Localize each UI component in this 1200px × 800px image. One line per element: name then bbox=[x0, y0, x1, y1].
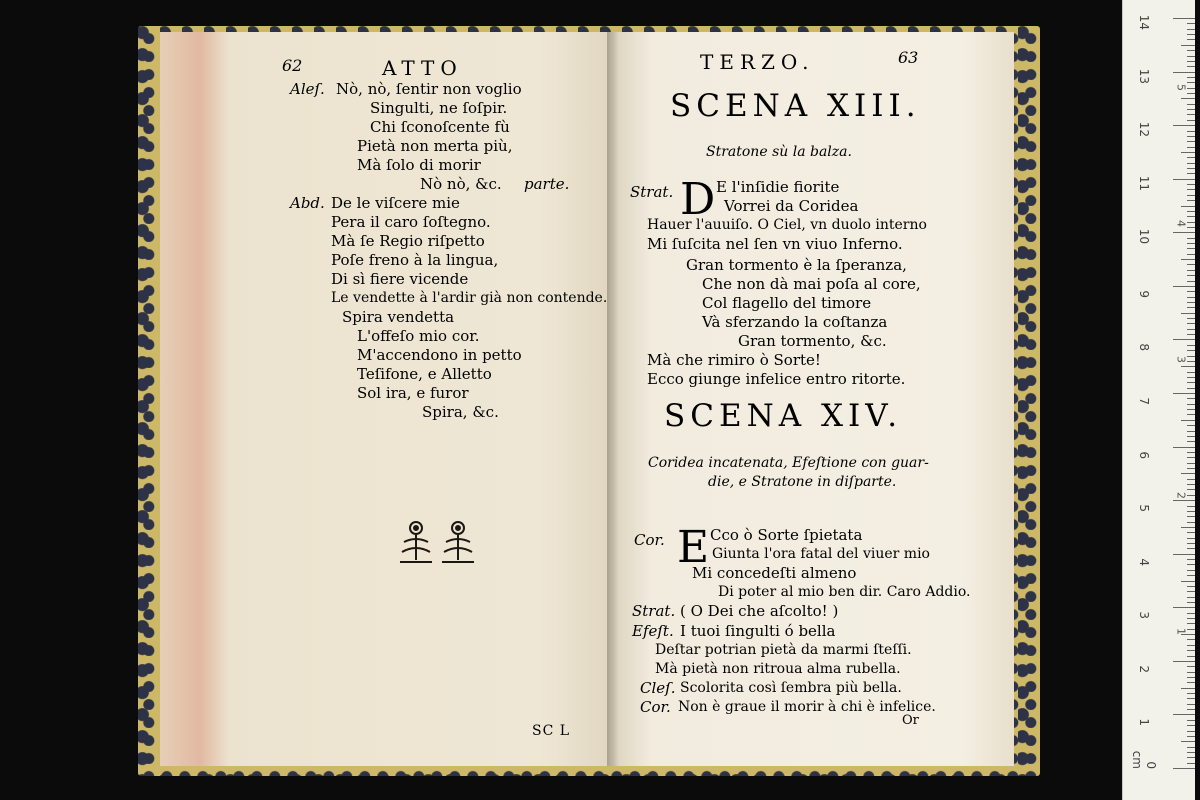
ruler-tick bbox=[1187, 511, 1195, 512]
ruler-inch-label: 2 bbox=[1174, 491, 1188, 499]
ruler-tick bbox=[1187, 570, 1195, 571]
ruler-tick bbox=[1187, 452, 1195, 453]
ruler-tick bbox=[1187, 141, 1195, 142]
verse-line: M'accendono in petto bbox=[357, 346, 522, 364]
ruler-cm-label: 2 bbox=[1137, 665, 1151, 673]
ruler-tick bbox=[1187, 479, 1195, 480]
verse-line: Mà pietà non ritroua alma rubella. bbox=[655, 661, 901, 677]
verse-line: Spira, &c. bbox=[422, 403, 499, 421]
ruler-tick bbox=[1187, 709, 1195, 710]
verse-line: L'offeſo mio cor. bbox=[357, 327, 480, 345]
ruler-tick bbox=[1173, 179, 1195, 180]
ruler-cm-label: 7 bbox=[1137, 397, 1151, 405]
ruler-tick bbox=[1187, 281, 1195, 282]
ruler-tick bbox=[1181, 581, 1195, 582]
ruler-tick bbox=[1187, 93, 1195, 94]
catchword: Or bbox=[902, 713, 919, 728]
speaker-label: Efeſt. bbox=[632, 622, 674, 640]
ruler-tick bbox=[1187, 382, 1195, 383]
ruler-tick bbox=[1187, 431, 1195, 432]
ruler-tick bbox=[1187, 731, 1195, 732]
ruler-tick bbox=[1187, 436, 1195, 437]
ruler-tick bbox=[1187, 656, 1195, 657]
ruler-tick bbox=[1187, 639, 1195, 640]
ruler-tick bbox=[1173, 554, 1195, 555]
ruler-tick bbox=[1187, 189, 1195, 190]
ruler-tick bbox=[1187, 302, 1195, 303]
ruler-tick bbox=[1187, 372, 1195, 373]
ruler-tick bbox=[1187, 254, 1195, 255]
ruler-tick bbox=[1187, 613, 1195, 614]
ruler-tick bbox=[1187, 147, 1195, 148]
left-page-number: 62 bbox=[282, 56, 303, 75]
ruler-tick bbox=[1187, 184, 1195, 185]
ruler-tick bbox=[1187, 23, 1195, 24]
verse-line: Le vendette à l'ardir già non contende. bbox=[331, 290, 608, 306]
ruler-tick bbox=[1173, 393, 1195, 394]
ruler-tick bbox=[1187, 564, 1195, 565]
ruler-tick bbox=[1187, 216, 1195, 217]
ruler-tick bbox=[1187, 136, 1195, 137]
ruler-tick bbox=[1173, 714, 1195, 715]
ruler-cm-label: 11 bbox=[1137, 175, 1151, 191]
ruler-tick bbox=[1187, 650, 1195, 651]
ruler-tick bbox=[1173, 72, 1195, 73]
ruler-tick bbox=[1187, 377, 1195, 378]
ruler-tick bbox=[1187, 307, 1195, 308]
verse-line: Di sì fiere vicende bbox=[331, 270, 469, 288]
ruler-tick bbox=[1187, 506, 1195, 507]
ruler-tick bbox=[1181, 98, 1195, 99]
ruler-tick bbox=[1173, 232, 1195, 233]
verse-line: Mi concedeſti almeno bbox=[692, 564, 857, 582]
verse-line: Pietà non merta più, bbox=[357, 137, 513, 155]
verse-line: Sol ira, e furor bbox=[357, 384, 469, 402]
verse-line: I tuoi ſingulti ó bella bbox=[680, 622, 836, 640]
speaker-label: Cor. bbox=[634, 531, 665, 549]
verse-line: Mà ſe Regio riſpetto bbox=[331, 232, 485, 250]
verse-line: Hauer l'auuiſo. O Ciel, vn duolo interno bbox=[647, 217, 927, 233]
ruler-tick bbox=[1173, 339, 1195, 340]
ruler-tick bbox=[1187, 157, 1195, 158]
floral-ornament-icon bbox=[396, 516, 480, 568]
speaker-label: Strat. bbox=[632, 602, 676, 620]
ruler-tick bbox=[1187, 704, 1195, 705]
verse-line: Nò nò, &c. bbox=[420, 175, 502, 193]
ruler-tick bbox=[1187, 559, 1195, 560]
verse-line: Nò, nò, ſentir non voglio bbox=[336, 80, 522, 98]
ruler-tick bbox=[1187, 720, 1195, 721]
ruler-tick bbox=[1187, 388, 1195, 389]
ruler-tick bbox=[1187, 77, 1195, 78]
verse-line: Cco ò Sorte ſpietata bbox=[710, 526, 863, 544]
ruler-tick bbox=[1187, 297, 1195, 298]
scene-title: SCENA XIV. bbox=[664, 398, 903, 434]
ruler-cm-label: 12 bbox=[1137, 121, 1151, 138]
ruler-tick bbox=[1187, 763, 1195, 764]
verse-line: Vorrei da Coridea bbox=[724, 197, 859, 215]
ruler-tick bbox=[1187, 66, 1195, 67]
ruler-tick bbox=[1187, 409, 1195, 410]
ruler-tick bbox=[1187, 211, 1195, 212]
ruler-tick bbox=[1187, 463, 1195, 464]
ruler-tick bbox=[1187, 725, 1195, 726]
ruler-tick bbox=[1187, 104, 1195, 105]
signature-mark: SC L bbox=[532, 723, 571, 739]
ruler-inch-label: 4 bbox=[1174, 219, 1188, 227]
scene-title: SCENA XIII. bbox=[670, 88, 921, 124]
ruler-tick bbox=[1187, 468, 1195, 469]
ruler-tick bbox=[1173, 607, 1195, 608]
ruler-tick bbox=[1187, 318, 1195, 319]
verse-line: Spira vendetta bbox=[342, 308, 455, 326]
ruler-tick bbox=[1187, 168, 1195, 169]
ruler-tick bbox=[1187, 666, 1195, 667]
verse-line: ( O Dei che aſcolto! ) bbox=[680, 602, 839, 620]
ruler-tick bbox=[1187, 672, 1195, 673]
verse-line: Mà che rimiro ò Sorte! bbox=[647, 351, 821, 369]
ruler-tick bbox=[1187, 356, 1195, 357]
ruler-tick bbox=[1173, 125, 1195, 126]
verse-line: Di poter al mio ben dir. Caro Addio. bbox=[718, 584, 971, 600]
ruler-tick bbox=[1187, 602, 1195, 603]
ruler-tick bbox=[1181, 313, 1195, 314]
ruler-tick bbox=[1187, 264, 1195, 265]
ruler-tick bbox=[1181, 527, 1195, 528]
ruler-cm-label: 14 bbox=[1137, 14, 1151, 30]
ruler-tick bbox=[1187, 39, 1195, 40]
ruler-tick bbox=[1187, 275, 1195, 276]
verse-line: Ecco giunge infelice entro ritorte. bbox=[647, 370, 906, 388]
ruler-tick bbox=[1187, 548, 1195, 549]
ruler-tick bbox=[1173, 447, 1195, 448]
ruler-tick bbox=[1173, 661, 1195, 662]
ruler-cm-label: 10 bbox=[1137, 229, 1151, 245]
ruler-tick bbox=[1187, 56, 1195, 57]
ruler-tick bbox=[1187, 441, 1195, 442]
ruler-tick bbox=[1187, 120, 1195, 121]
ruler-cm-label: 1 bbox=[1137, 718, 1151, 727]
ruler-tick bbox=[1187, 682, 1195, 683]
verse-line: Scolorita così ſembra più bella. bbox=[680, 680, 902, 696]
ruler-tick bbox=[1187, 532, 1195, 533]
ruler-tick bbox=[1181, 420, 1195, 421]
ruler-tick bbox=[1187, 736, 1195, 737]
speaker-label: Strat. bbox=[630, 183, 674, 201]
verse-line: Singulti, ne ſoſpir. bbox=[370, 99, 508, 117]
ruler-tick bbox=[1187, 227, 1195, 228]
speaker-label: Aleſ. bbox=[290, 80, 325, 98]
ruler-tick bbox=[1181, 741, 1195, 742]
ruler-cm-label: 0 cm bbox=[1130, 750, 1158, 769]
ruler-tick bbox=[1187, 586, 1195, 587]
verse-line: Mi ſuſcita nel ſen vn viuo Inferno. bbox=[647, 235, 903, 253]
verse-line: Deſtar potrian pietà da marmi ſteſſi. bbox=[655, 642, 912, 658]
ruler-tick bbox=[1187, 329, 1195, 330]
ruler-tick bbox=[1187, 131, 1195, 132]
stage-direction: die, e Stratone in diſparte. bbox=[708, 474, 897, 490]
ruler-tick bbox=[1187, 34, 1195, 35]
ruler-tick bbox=[1173, 18, 1195, 19]
ruler-tick bbox=[1187, 109, 1195, 110]
ruler-tick bbox=[1187, 495, 1195, 496]
ruler-tick bbox=[1187, 398, 1195, 399]
ruler-tick bbox=[1187, 195, 1195, 196]
ruler-tick bbox=[1187, 516, 1195, 517]
ruler-tick bbox=[1187, 248, 1195, 249]
verse-line: De le viſcere mie bbox=[331, 194, 460, 212]
ruler-tick bbox=[1187, 757, 1195, 758]
ruler-tick bbox=[1187, 698, 1195, 699]
ruler-tick bbox=[1187, 361, 1195, 362]
ruler-tick bbox=[1187, 693, 1195, 694]
ruler-tick bbox=[1181, 45, 1195, 46]
ruler-cm-label: 3 bbox=[1137, 611, 1151, 620]
drop-capital: D bbox=[680, 174, 716, 225]
ruler-cm-label: 9 bbox=[1137, 290, 1151, 298]
ruler-tick bbox=[1187, 61, 1195, 62]
ruler-tick bbox=[1187, 645, 1195, 646]
stage-direction: Stratone sù la balza. bbox=[706, 144, 852, 160]
ruler-tick bbox=[1181, 152, 1195, 153]
exit-note: parte. bbox=[524, 175, 570, 193]
ruler-cm-label: 13 bbox=[1137, 68, 1151, 84]
ruler-tick bbox=[1187, 484, 1195, 485]
left-running-head: ATTO bbox=[382, 56, 463, 80]
ruler-tick bbox=[1187, 575, 1195, 576]
ruler-tick bbox=[1187, 243, 1195, 244]
ruler-tick bbox=[1187, 270, 1195, 271]
ruler-tick bbox=[1187, 350, 1195, 351]
ruler-tick bbox=[1187, 414, 1195, 415]
drop-capital: E bbox=[677, 522, 710, 573]
ruler-tick bbox=[1187, 334, 1195, 335]
ruler-tick bbox=[1187, 489, 1195, 490]
ruler-tick bbox=[1187, 591, 1195, 592]
ruler-tick bbox=[1187, 623, 1195, 624]
ruler-cm-label: 4 bbox=[1137, 558, 1151, 566]
ruler-tick bbox=[1187, 82, 1195, 83]
verse-line: Pera il caro ſoſtegno. bbox=[331, 213, 491, 231]
ruler-tick bbox=[1187, 629, 1195, 630]
ruler-tick bbox=[1187, 50, 1195, 51]
ruler-tick bbox=[1187, 114, 1195, 115]
ruler-tick bbox=[1187, 323, 1195, 324]
ruler-inch-label: 1 bbox=[1174, 627, 1188, 635]
verse-line: Mà ſolo di morir bbox=[357, 156, 481, 174]
ruler-cm-label: 8 bbox=[1137, 343, 1151, 352]
ruler-tick bbox=[1187, 752, 1195, 753]
ruler-tick bbox=[1173, 286, 1195, 287]
ruler-tick bbox=[1187, 677, 1195, 678]
ruler-tick bbox=[1187, 88, 1195, 89]
speaker-label: Abd. bbox=[290, 194, 325, 212]
scale-ruler bbox=[1122, 0, 1195, 800]
ruler-tick bbox=[1187, 618, 1195, 619]
stage-direction: Coridea incatenata, Efeſtione con guar- bbox=[648, 455, 929, 471]
ruler-tick bbox=[1187, 404, 1195, 405]
speaker-label: Cor. bbox=[640, 698, 671, 716]
ruler-tick bbox=[1187, 522, 1195, 523]
ruler-inch-label: 5 bbox=[1174, 83, 1188, 91]
verse-line: Chi ſconoſcente fù bbox=[370, 118, 510, 136]
right-page-number: 63 bbox=[898, 48, 919, 67]
ruler-tick bbox=[1187, 345, 1195, 346]
ruler-tick bbox=[1181, 688, 1195, 689]
ruler-tick bbox=[1181, 206, 1195, 207]
ruler-tick bbox=[1187, 538, 1195, 539]
ruler-tick bbox=[1187, 747, 1195, 748]
ruler-tick bbox=[1187, 238, 1195, 239]
ruler-tick bbox=[1187, 425, 1195, 426]
ruler-tick bbox=[1181, 473, 1195, 474]
ruler-tick bbox=[1187, 29, 1195, 30]
ruler-tick bbox=[1187, 163, 1195, 164]
ruler-cm-label: 6 bbox=[1137, 450, 1151, 459]
ruler-tick bbox=[1173, 768, 1195, 769]
ruler-tick bbox=[1187, 222, 1195, 223]
verse-line: Col flagello del timore bbox=[702, 294, 872, 312]
ruler-inch-label: 3 bbox=[1174, 355, 1188, 363]
verse-line: Che non dà mai poſa al core, bbox=[702, 275, 921, 293]
ruler-tick bbox=[1187, 597, 1195, 598]
ruler-tick bbox=[1181, 259, 1195, 260]
ruler-tick bbox=[1187, 173, 1195, 174]
verse-line: Poſe freno à la lingua, bbox=[331, 251, 499, 269]
speaker-label: Cleſ. bbox=[640, 679, 676, 697]
verse-line: Gran tormento, &c. bbox=[738, 332, 887, 350]
verse-line: E l'inſidie fiorite bbox=[716, 178, 840, 196]
verse-line: Teſifone, e Alletto bbox=[357, 365, 492, 383]
verse-line: Gran tormento è la ſperanza, bbox=[686, 256, 907, 274]
verse-line: Non è graue il morir à chi è infelice. bbox=[678, 699, 936, 715]
ruler-tick bbox=[1187, 457, 1195, 458]
verse-line: Và sferzando la coſtanza bbox=[702, 313, 888, 331]
ruler-tick bbox=[1187, 291, 1195, 292]
book-gutter bbox=[607, 32, 619, 766]
ruler-cm-label: 5 bbox=[1137, 504, 1151, 513]
right-running-head: TERZO. bbox=[700, 50, 815, 74]
ruler-tick bbox=[1187, 543, 1195, 544]
verse-line: Giunta l'ora fatal del viuer mio bbox=[712, 546, 930, 562]
ruler-tick bbox=[1187, 200, 1195, 201]
